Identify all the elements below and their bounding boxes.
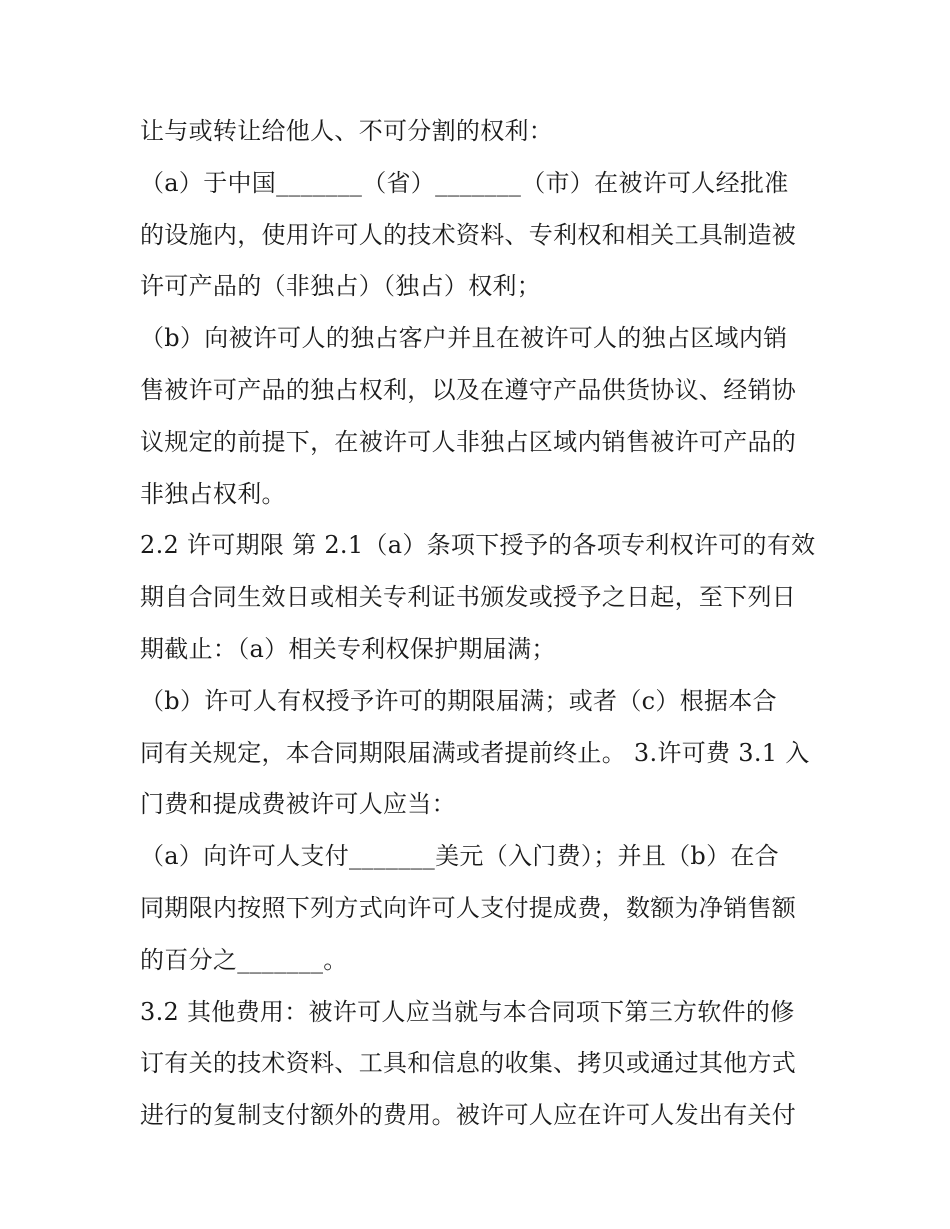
text-line: 议规定的前提下，在被许可人非独占区域内销售被许可产品的 — [140, 427, 797, 456]
text-line: （b）向被许可人的独占客户并且在被许可人的独占区域内销 — [140, 324, 788, 353]
text-line: 同期限内按照下列方式向许可人支付提成费，数额为净销售额 — [140, 893, 797, 922]
text-line: 期截止：（a）相关专利权保护期届满； — [140, 634, 556, 663]
text-line: 同有关规定，本合同期限届满或者提前终止。 3.许可费 3.1 入 — [140, 738, 810, 767]
text-line: 3.2 其他费用：被许可人应当就与本合同项下第三方软件的修 — [140, 997, 795, 1026]
text-line: 的设施内，使用许可人的技术资料、专利权和相关工具制造被 — [140, 220, 797, 249]
text-line: （a）于中国_______（省）_______（市）在被许可人经批准 — [140, 168, 789, 197]
text-line: 让与或转让给他人、不可分割的权利： — [140, 117, 554, 145]
text-line: 售被许可产品的独占权利，以及在遵守产品供货协议、经销协 — [140, 375, 797, 404]
text-line: （a）向许可人支付_______美元（入门费）；并且（b）在合 — [140, 842, 779, 871]
text-line: 2.2 许可期限 第 2.1（a）条项下授予的各项专利权许可的有效 — [140, 531, 816, 560]
text-line: 许可产品的（非独占）（独占）权利； — [140, 272, 542, 301]
text-line: 非独占权利。 — [140, 479, 286, 508]
text-line: 的百分之_______。 — [140, 945, 348, 974]
text-line: （b）许可人有权授予许可的期限届满；或者（c）根据本合 — [140, 686, 777, 715]
contract-text — [140, 106, 840, 1142]
text-line: 订有关的技术资料、工具和信息的收集、拷贝或通过其他方式 — [140, 1049, 797, 1078]
text-line: 进行的复制支付额外的费用。被许可人应在许可人发出有关付 — [140, 1101, 797, 1130]
text-line: 门费和提成费被许可人应当： — [140, 790, 456, 819]
text-line: 期自合同生效日或相关专利证书颁发或授予之日起，至下列日 — [140, 583, 797, 612]
